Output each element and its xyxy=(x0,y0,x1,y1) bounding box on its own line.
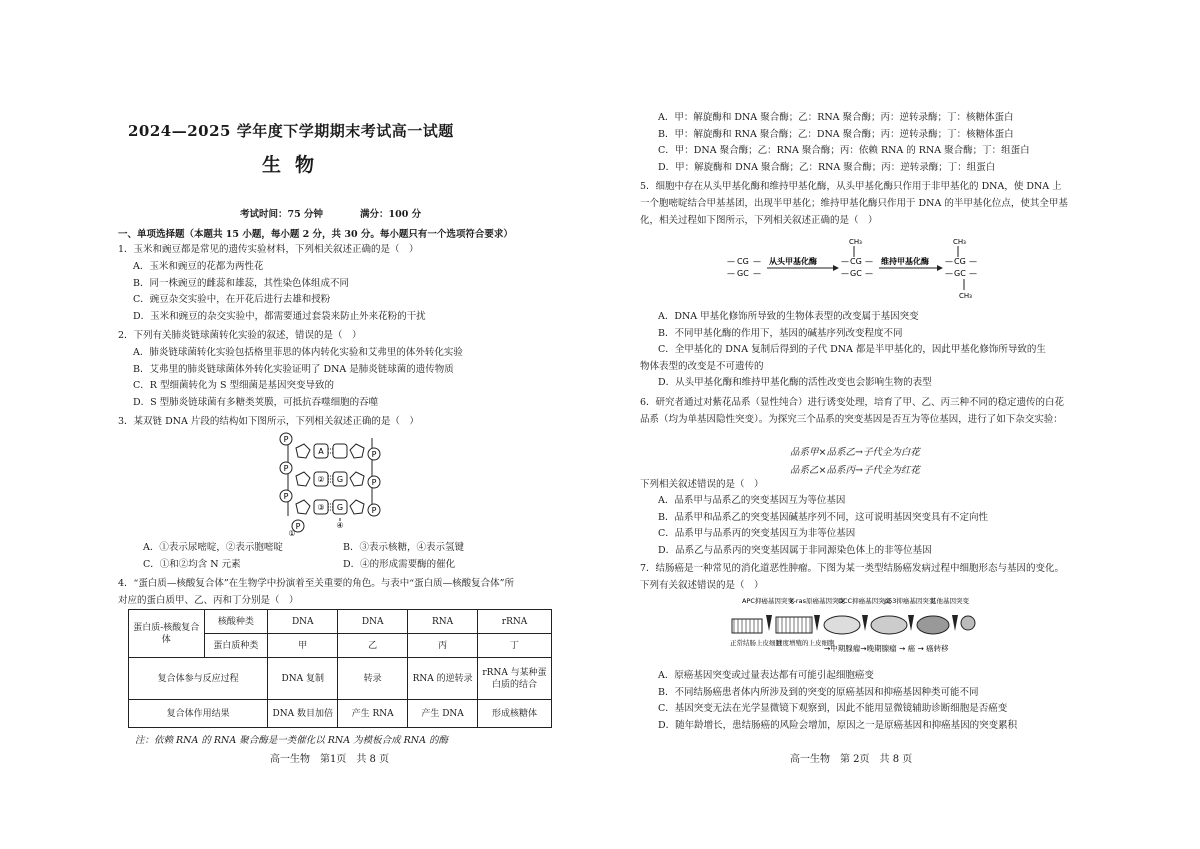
q5-option-c: C．全甲基化的 DNA 复制后得到的子代 DNA 都是半甲基化的，因此甲基化修饰所导致的生 xyxy=(658,344,1046,356)
base-a: A xyxy=(318,447,324,456)
table-cell: 形成核糖体 xyxy=(478,700,552,728)
q6-option-b: B．品系甲和品系乙的突变基因碱基序列不同，这可说明基因突变具有不定向性 xyxy=(658,511,988,523)
phosphate-right-3 xyxy=(368,504,380,516)
ch3-label-2: CH₃ xyxy=(953,238,966,246)
table-cell: RNA xyxy=(408,610,478,634)
table-cell: DNA 复制 xyxy=(268,658,338,700)
gene-p53: p53抑癌基因突变 xyxy=(884,597,936,605)
q1-option-c: C．豌豆杂交实验中，在开花后进行去雄和授粉 xyxy=(133,294,331,306)
q7-option-c: C．基因突变无法在光学显微镜下观察到，因此不能用显微镜辅助诊断细胞是否癌变 xyxy=(658,703,1008,715)
svg-text:—: — xyxy=(865,257,873,266)
phosphate-right-1 xyxy=(368,448,380,460)
svg-text:—: — xyxy=(727,257,735,266)
svg-text:—: — xyxy=(945,257,953,266)
table-cell: 产生 DNA xyxy=(408,700,478,728)
q5-option-d: D．从头甲基化酶和维持甲基化酶的活性改变也会影响生物的表型 xyxy=(658,377,932,389)
svg-text:—: — xyxy=(727,269,735,278)
ch3-label-1: CH₃ xyxy=(849,238,862,246)
stage-normal: 正常结肠上皮细胞 xyxy=(730,639,782,647)
q1-option-a: A．玉米和豌豆的花都为两性花 xyxy=(133,261,264,272)
q2-options xyxy=(133,345,463,411)
svg-text:P: P xyxy=(283,435,289,444)
enzyme-maintenance: 维持甲基化酶 xyxy=(881,257,929,266)
q2-option-d: D．S 型肺炎链球菌有多糖类荚膜，可抵抗吞噬细胞的吞噬 xyxy=(133,396,379,408)
stage-hyper: 过度增殖的上皮细胞 xyxy=(776,639,835,647)
q4-stem-line1: 4．“蛋白质—核酸复合体”在生物学中扮演着至关重要的角色。与表中“蛋白质—核酸复合体”所 xyxy=(118,578,514,589)
q6-options xyxy=(658,493,988,559)
pair-top-1: CG xyxy=(737,257,749,266)
q6-option-d: D．品系乙与品系丙的突变基因属于非同源染色体上的非等位基因 xyxy=(658,544,932,556)
q7-stem: 7．结肠癌是一种常见的消化道恶性肿瘤。下图为某一类型结肠癌发病过程中细胞形态与基因的变化。下列有关叙述错误的是（ ） xyxy=(640,563,1065,591)
methylation-figure xyxy=(725,234,985,302)
q4-note: 注：依赖 RNA 的 RNA 聚合酶是一类催化以 RNA 为模板合成 RNA 的酶 xyxy=(135,735,448,746)
q2-option-c: C．R 型细菌转化为 S 型细菌是基因突变导致的 xyxy=(133,380,334,392)
pair-bottom-2: GC xyxy=(850,269,862,278)
table-cell: DNA xyxy=(338,610,408,634)
q6-cross-1: 品系甲×品系乙→子代全为白花 xyxy=(790,447,920,458)
table-cell: DNA 数目加倍 xyxy=(268,700,338,728)
ch3-label-3: CH₃ xyxy=(959,292,972,300)
table-cell: 丙 xyxy=(408,634,478,658)
dna-structure-figure xyxy=(270,430,390,538)
svg-text:P: P xyxy=(371,450,377,459)
page-footer-right: 高一生物 第 2页 共 8 页 xyxy=(790,754,913,765)
q4-option-c: C．甲：DNA 聚合酶；乙：RNA 聚合酶；丙：依赖 RNA 的 RNA 聚合酶；丁：组蛋白 xyxy=(658,145,1030,157)
q4-option-b: B．甲：解旋酶和 RNA 聚合酶；乙：DNA 聚合酶；丙：逆转录酶；丁：核糖体蛋白 xyxy=(658,128,1014,140)
page-right xyxy=(600,0,1200,849)
table-sub-header-protein: 蛋白质种类 xyxy=(204,634,268,658)
q4-options xyxy=(658,110,1030,176)
q6-stem: 6．研究者通过对紫花品系（显性纯合）进行诱变处理，培育了甲、乙、丙三种不同的稳定遗传的白花品系（均为单基因隐性突变）。为探究三个品系的突变基因是否互为等位基因，进行了如下杂交实验： xyxy=(640,397,1065,425)
q2-option-a: A．肺炎链球菌转化实验包括格里菲思的体内转化实验和艾弗里的体外转化实验 xyxy=(133,347,463,358)
q5-option-c-cont: 物体表型的改变是不可遗传的 xyxy=(640,360,764,372)
q7-option-a: A．原癌基因突变或过量表达都有可能引起细胞癌变 xyxy=(658,670,874,681)
q7-option-d: D．随年龄增长，患结肠癌的风险会增加，原因之一是原癌基因和抑癌基因的突变累积 xyxy=(658,719,1018,731)
q3-option-d: D．④的形成需要酶的催化 xyxy=(343,559,456,570)
sugar-right-3 xyxy=(350,500,364,514)
table-sub-header-nucleic: 核酸种类 xyxy=(204,610,268,634)
table-cell: 转录 xyxy=(338,658,408,700)
gene-kras: K-ras原癌基因突变 xyxy=(790,597,845,605)
svg-text:P: P xyxy=(283,492,289,501)
gene-dcc: DCC抑癌基因突变 xyxy=(838,597,892,605)
complex-table xyxy=(128,609,552,728)
q3-option-b: B．③表示核糖，④表示氢键 xyxy=(343,542,464,553)
sugar-left-1 xyxy=(296,444,310,458)
stage-chain: →中期腺瘤→晚期腺瘤 → 癌 → 癌转移 xyxy=(824,644,949,653)
base-g-2: G xyxy=(336,503,344,512)
svg-text:P: P xyxy=(371,478,377,487)
table-cell: 甲 xyxy=(268,634,338,658)
mid-adenoma-shape xyxy=(824,616,860,634)
svg-text:—: — xyxy=(969,257,977,266)
svg-text:P: P xyxy=(283,464,289,473)
q4-option-a: A．甲：解旋酶和 DNA 聚合酶；乙：RNA 聚合酶；丙：逆转录酶；丁：核糖体蛋白 xyxy=(658,112,1014,123)
table-process-header: 复合体参与反应过程 xyxy=(129,658,268,700)
marker-2: ② xyxy=(317,475,325,484)
pair-bottom-1: GC xyxy=(737,269,749,278)
q6-cross-2: 品系乙×品系丙→子代全为红花 xyxy=(790,465,920,476)
q6-option-a: A．品系甲与品系乙的突变基因互为等位基因 xyxy=(658,495,846,506)
q6-option-c: C．品系甲与品系丙的突变基因互为非等位基因 xyxy=(658,528,856,540)
q4-option-d: D．甲：解旋酶和 DNA 聚合酶；乙：RNA 聚合酶；丙：逆转录酶；丁：组蛋白 xyxy=(658,161,996,173)
q6-ask: 下列相关叙述错误的是（ ） xyxy=(640,479,764,490)
late-adenoma-shape xyxy=(871,616,907,634)
table-cell: DNA xyxy=(268,610,338,634)
marker-4: ④ xyxy=(336,521,344,530)
phosphate-left-3 xyxy=(280,490,292,502)
enzyme-de-novo: 从头甲基化酶 xyxy=(769,257,817,266)
q2-stem: 2．下列有关肺炎链球菌转化实验的叙述，错误的是（ ） xyxy=(118,330,362,341)
metastasis-shape xyxy=(961,616,975,630)
svg-text:P: P xyxy=(371,506,377,515)
pair-bottom-3: GC xyxy=(954,269,966,278)
q1-stem: 1．玉米和豌豆都是常见的遗传实验材料，下列相关叙述正确的是（ ） xyxy=(118,244,419,255)
q5-option-a: A．DNA 甲基化修饰所导致的生物体表型的改变属于基因突变 xyxy=(658,311,919,322)
subject-title: 生物 xyxy=(262,154,329,176)
svg-text:—: — xyxy=(841,269,849,278)
table-cell: rRNA 与某种蛋白质的结合 xyxy=(478,658,552,700)
sugar-right-2 xyxy=(350,472,364,486)
svg-text:—: — xyxy=(841,257,849,266)
table-cell: 乙 xyxy=(338,634,408,658)
q7-option-b: B．不同结肠癌患者体内所涉及到的突变的原癌基因和抑癌基因种类可能不同 xyxy=(658,686,979,698)
phosphate-left-2 xyxy=(280,462,292,474)
table-cell: 丁 xyxy=(478,634,552,658)
svg-text:—: — xyxy=(865,269,873,278)
gene-apc: APC抑癌基因突变 xyxy=(742,597,794,605)
svg-text:P: P xyxy=(295,522,301,531)
q5-stem: 5．细胞中存在从头甲基化酶和维持甲基化酶，从头甲基化酶只作用于非甲基化的 DNA，使 DNA 上一个胞嘧啶结合甲基基团，出现半甲基化；维持甲基化酶只作用于 DNA 的半甲基化位点，使其全甲基化，相关过程如下图所示，下列相关叙述正确的是（ ） xyxy=(640,181,1068,226)
svg-text:—: — xyxy=(753,257,761,266)
marker-1: ① xyxy=(288,529,296,538)
gene-other: 其他基因突变 xyxy=(930,597,969,605)
table-cell: RNA 的逆转录 xyxy=(408,658,478,700)
q1-options xyxy=(133,259,426,325)
section-heading: 一、单项选择题（本题共 15 小题，每小题 2 分，共 30 分。每小题只有一个选项符合要求） xyxy=(118,229,513,240)
q4-stem-line2: 对应的蛋白质甲、乙、丙和丁分别是（ ） xyxy=(118,595,299,606)
sugar-left-3 xyxy=(296,500,310,514)
q3-option-a: A．①表示尿嘧啶，②表示胞嘧啶 xyxy=(143,542,283,553)
normal-cells-shape xyxy=(732,619,762,633)
base-right-1 xyxy=(333,444,347,458)
q5-options xyxy=(640,309,1046,392)
q5-option-b: B．不同甲基化酶的作用下，基因的碱基序列改变程度不同 xyxy=(658,327,903,339)
exam-title: 2024—2025 学年度下学期期末考试高一试题 xyxy=(128,122,454,140)
q3-stem: 3．某双链 DNA 片段的结构如下图所示，下列相关叙述正确的是（ ） xyxy=(118,416,419,427)
phosphate-right-2 xyxy=(368,476,380,488)
q7-options xyxy=(658,668,1017,734)
table-row-header: 蛋白质-核酸复合体 xyxy=(129,610,205,658)
colon-cancer-figure xyxy=(728,595,978,665)
carcinoma-shape xyxy=(917,616,949,634)
table-result-header: 复合体作用结果 xyxy=(129,700,268,728)
q2-option-b: B．艾弗里的肺炎链球菌体外转化实验证明了 DNA 是肺炎链球菌的遗传物质 xyxy=(133,363,454,375)
sugar-right-1 xyxy=(350,444,364,458)
base-g-1: G xyxy=(336,475,344,484)
svg-text:—: — xyxy=(945,269,953,278)
pair-top-2: CG xyxy=(850,257,862,266)
exam-time: 考试时间：75 分钟 xyxy=(240,209,324,220)
marker-3: ③ xyxy=(317,503,325,512)
page-footer-left: 高一生物 第1页 共 8 页 xyxy=(270,754,390,765)
svg-text:—: — xyxy=(969,269,977,278)
q1-option-b: B．同一株豌豆的雌蕊和雄蕊，其性染色体组成不同 xyxy=(133,277,349,289)
sugar-left-2 xyxy=(296,472,310,486)
table-cell: 产生 RNA xyxy=(338,700,408,728)
svg-text:—: — xyxy=(753,269,761,278)
pair-top-3: CG xyxy=(954,257,966,266)
q1-option-d: D．玉米和豌豆的杂交实验中，都需要通过套袋来防止外来花粉的干扰 xyxy=(133,310,426,322)
q3-option-c: C．①和②均含 N 元素 xyxy=(143,559,241,570)
table-cell: rRNA xyxy=(478,610,552,634)
phosphate-left-1 xyxy=(280,433,292,445)
full-score: 满分：100 分 xyxy=(360,209,422,220)
